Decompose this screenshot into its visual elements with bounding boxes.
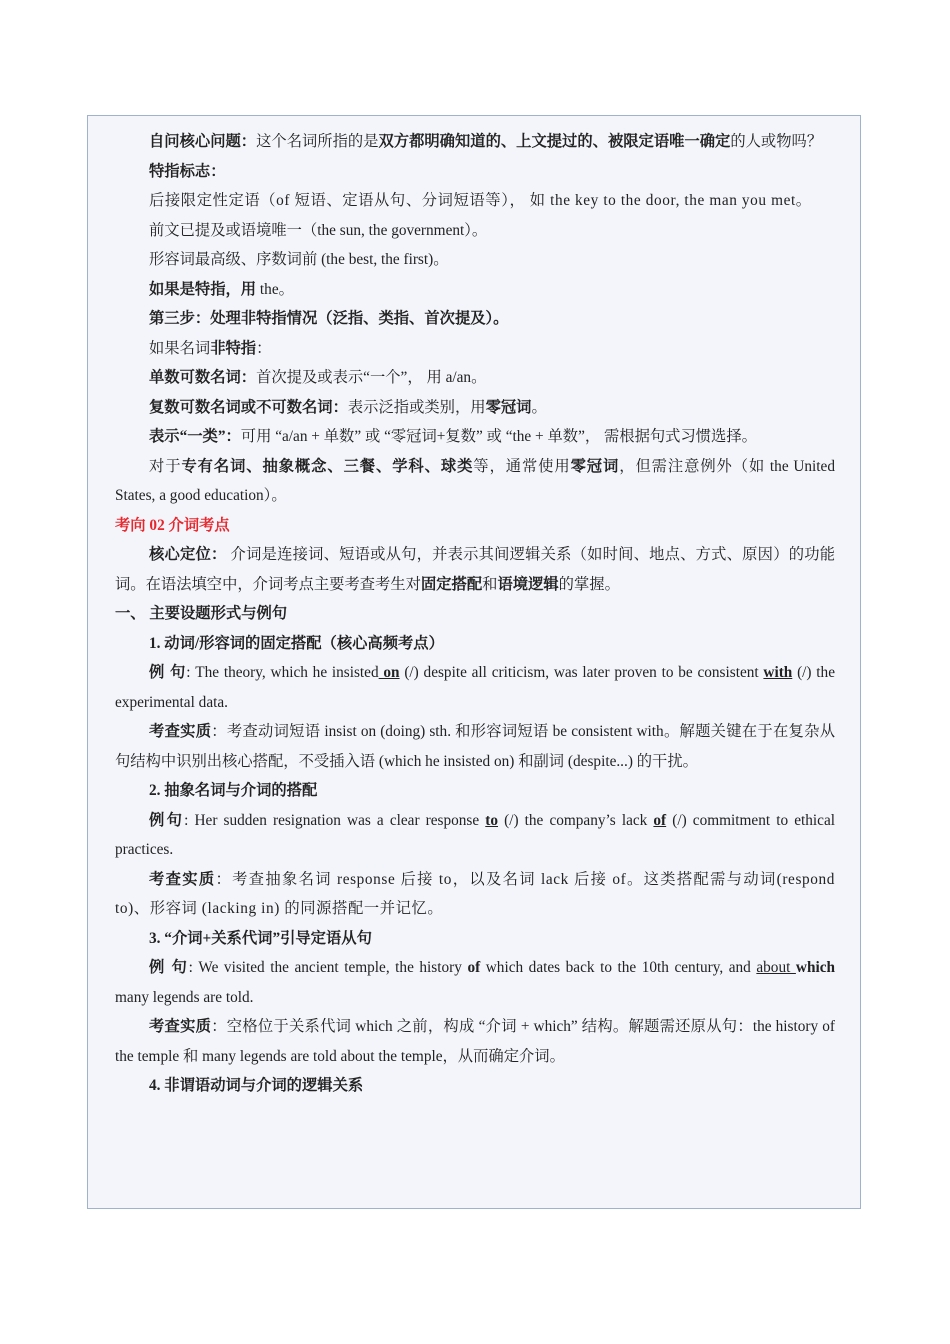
item-3-example: 例 句: We visited the ancient temple, the history of which dates back to the 10th century, and about which many legends are told.: [115, 959, 835, 1006]
plural-uncountable: 复数可数名词或不可数名词：表示泛指或类别，用零冠词。: [149, 398, 547, 416]
proper-nouns-note: 对于专有名词、抽象概念、三餐、学科、球类等，通常使用零冠词，但需注意例外（如 the United States, a good education）。: [115, 457, 835, 504]
step3-intro: 如果名词非特指：: [149, 339, 272, 357]
core-question: 自问核心问题：这个名词所指的是双方都明确知道的、上文提过的、被限定语唯一确定的人或物吗？: [149, 133, 823, 150]
item-3-exam: 考查实质：空格位于关系代词 which 之前，构成 “介词 + which” 结构。解题需还原从句：the history of the temple 和 many legends are told about the temple，从而确定介词。: [115, 1018, 835, 1065]
document-body: [115, 127, 835, 1101]
item-2-title: 2. 抽象名词与介词的搭配: [149, 782, 318, 799]
core-positioning: 核心定位： 介词是连接词、短语或从句，并表示其间逻辑关系（如时间、地点、方式、原因）的功能词。在语法填空中，介词考点主要考查考生对固定搭配和语境逻辑的掌握。: [115, 546, 835, 593]
item-4-title: 4. 非谓语动词与介词的逻辑关系: [149, 1077, 364, 1094]
item-1-title: 1. 动词/形容词的固定搭配（核心高频考点）: [149, 634, 444, 652]
specific-conclusion: 如果是特指，用 the。: [149, 280, 294, 298]
specific-markers-label: 特指标志：: [149, 162, 226, 180]
item-1-example: 例 句: The theory, which he insisted on (/) despite all criticism, was later proven to be consistent with (/) the experimental data.: [115, 664, 835, 711]
class-reference: 表示“一类”：可用 “a/an + 单数” 或 “零冠词+复数” 或 “the + 单数”， 需根据句式习惯选择。: [149, 428, 757, 445]
item-3-title: 3. “介词+关系代词”引导定语从句: [149, 929, 372, 947]
specific-marker-3: 形容词最高级、序数词前 (the best, the first)。: [149, 251, 449, 268]
section-02-heading: 考向 02 介词考点: [115, 516, 230, 534]
item-2-exam: 考查实质：考查抽象名词 response 后接 to，以及名词 lack 后接 of。这类搭配需与动词(respond to)、形容词 (lacking in) 的同源搭配一并记忆。: [115, 870, 835, 917]
step3-title: 第三步：处理非特指情况（泛指、类指、首次提及）。: [149, 310, 509, 327]
singular-countable: 单数可数名词：首次提及或表示“一个”， 用 a/an。: [149, 369, 487, 386]
specific-marker-2: 前文已提及或语境唯一（the sun, the government）。: [149, 221, 488, 239]
main-forms-heading: 一、 主要设题形式与例句: [115, 605, 288, 622]
specific-marker-1: 后接限定性定语（of 短语、定语从句、分词短语等）， 如 the key to the door, the man you met。: [149, 192, 812, 209]
content-box: [87, 115, 861, 1209]
item-2-example: 例句: Her sudden resignation was a clear response to (/) the company’s lack of (/) commitment to ethical practices.: [115, 811, 835, 858]
item-1-exam: 考查实质：考查动词短语 insist on (doing) sth. 和形容词短语 be consistent with。解题关键在于在复杂从句结构中识别出核心搭配，不受插入语 (which he insisted on) 和副词 (despite...) 的干扰。: [115, 723, 835, 770]
